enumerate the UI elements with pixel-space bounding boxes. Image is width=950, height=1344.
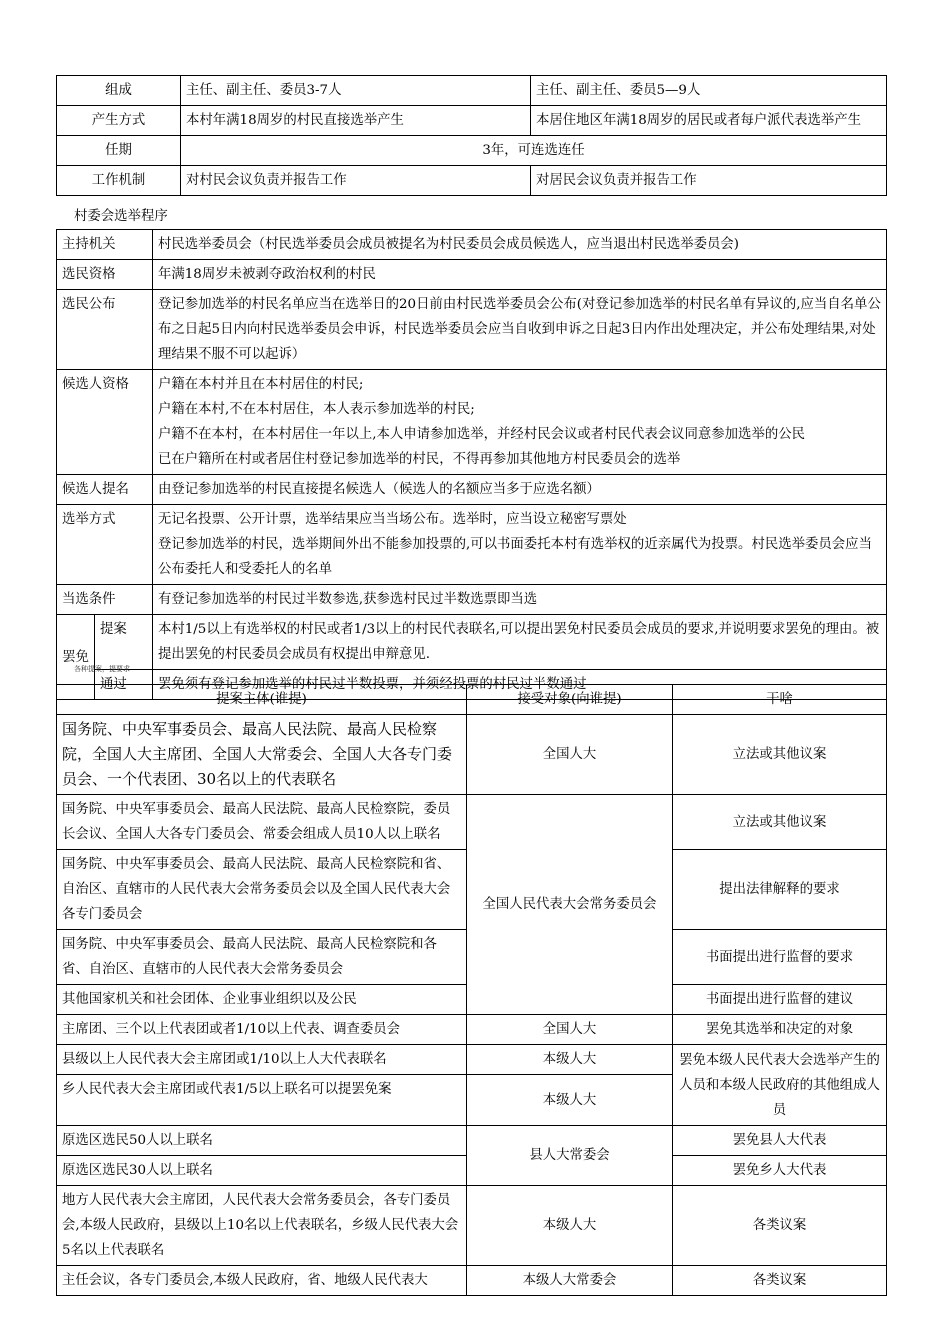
action-cell: 书面提出进行监督的建议 [673,985,887,1015]
table-row [57,1186,887,1266]
target-cell: 本级人大 [467,1186,673,1266]
row-value [153,370,887,475]
list-item: 户籍在本村并且在本村居住的村民; [158,377,364,392]
table-row [57,1126,887,1156]
row-value: 本村1/5以上有选举权的村民或者1/3以上的村民代表联名,可以提出罢免村民委员会成员的要求,并说明要求罢免的理由。被提出罢免的村民委员会成员有权提出申辩意见. [153,615,887,670]
row-label: 选民公布 [57,290,153,370]
row-label: 提案 [95,615,153,670]
subject-cell: 地方人民代表大会主席团，人民代表大会常务委员会，各专门委员会,本级人民政府，县级以上10名以上代表联名，乡级人民代表大会5名以上代表联名 [57,1186,467,1266]
target-cell: 全国人大 [467,715,673,795]
column-header: 提案主体(谁提) [57,685,467,715]
row-value: 由登记参加选举的村民直接提名候选人（候选人的名额应当多于应选名额） [153,475,887,505]
resident-cell: 主任、副主任、委员5—9人 [531,76,887,106]
row-value: 年满18周岁未被剥夺政治权利的村民 [153,260,887,290]
table-row [57,290,887,370]
action-cell: 立法或其他议案 [673,795,887,850]
list-item: 户籍不在本村，在本村居住一年以上,本人申请参加选举，并经村民会议或者村民代表会议同意参加选举的公民 [158,427,806,442]
action-cell: 书面提出进行监督的要求 [673,930,887,985]
subject-cell: 国务院、中央军事委员会、最高人民法院、最高人民检察院和省、自治区、直辖市的人民代表大会常务委员会以及全国人民代表大会各专门委员会 [57,850,467,930]
table-row [57,370,887,475]
target-cell: 全国人大 [467,1015,673,1045]
subject-cell: 原选区选民50人以上联名 [57,1126,467,1156]
committee-comparison-table [56,75,887,196]
subject-cell: 乡人民代表大会主席团或代表1/5以上联名可以提罢免案 [57,1075,467,1126]
village-cell: 主任、副主任、委员3-7人 [181,76,531,106]
row-label: 通过 [95,670,153,700]
subject-cell: 国务院、中央军事委员会、最高人民法院、最高人民检察院和各省、自治区、直辖市的人民代表大会常务委员会 [57,930,467,985]
target-cell: 本级人大 [467,1075,673,1126]
table-row [57,260,887,290]
target-cell: 县人大常委会 [467,1126,673,1186]
recall-label: 罢免 [57,615,95,700]
target-cell: 本级人大 [467,1045,673,1075]
table-row [57,76,887,106]
action-cell: 罢免本级人民代表大会选举产生的人员和本级人民政府的其他组成人员 [673,1045,887,1126]
subject-cell: 县级以上人民代表大会主席团或1/10以上人大代表联名 [57,1045,467,1075]
row-label: 工作机制 [57,166,181,196]
table-row [57,1045,887,1075]
subject-cell: 主席团、三个以上代表团或者1/10以上代表、调查委员会 [57,1015,467,1045]
subject-cell: 国务院、中央军事委员会、最高人民法院、最高人民检察院，委员长会议、全国人大各专门委员会、常委会组成人员10人以上联名 [57,795,467,850]
table-row [57,505,887,585]
election-procedure-table [56,229,887,700]
subject-cell: 国务院、中央军事委员会、最高人民法院、最高人民检察院，全国人大主席团、全国人大常委会、全国人大各专门委员会、一个代表团、30名以上的代表联名 [57,715,467,795]
table-row [57,166,887,196]
list-item: 已在户籍所在村或者居住村登记参加选举的村民，不得再参加其他地方村民委员会的选举 [158,452,681,467]
table-row [57,1015,887,1045]
proposals-table [56,684,887,1296]
row-label: 选举方式 [57,505,153,585]
row-value: 登记参加选举的村民名单应当在选举日的20日前由村民选举委员会公布(对登记参加选举的村民名单有异议的,应当自名单公布之日起5日内向村民选举委员会申诉，村民选举委员会应当自收到申诉之日起3日内作出处理决定，并公布处理结果,对处理结果不服不可以起诉） [153,290,887,370]
row-label: 选民资格 [57,260,153,290]
table-row [57,136,887,166]
action-cell: 罢免其选举和决定的对象 [673,1015,887,1045]
table-row [57,795,887,850]
term-cell: 3年，可连选连任 [181,136,887,166]
table-row [57,715,887,795]
table-row [57,585,887,615]
list-item: 登记参加选举的村民，选举期间外出不能参加投票的,可以书面委托本村有选举权的近亲属代为投票。村民选举委员会应当公布委托人和受委托人的名单 [158,537,872,577]
action-cell: 各类议案 [673,1186,887,1266]
target-cell: 全国人民代表大会常务委员会 [467,795,673,1015]
row-label: 候选人提名 [57,475,153,505]
table-row [57,106,887,136]
village-cell: 本村年满18周岁的村民直接选举产生 [181,106,531,136]
subject-cell: 其他国家机关和社会团体、企业事业组织以及公民 [57,985,467,1015]
row-value: 罢免须有登记参加选举的村民过半数投票，并须经投票的村民过半数通过 [153,670,887,700]
table-header-row [57,685,887,715]
row-value: 有登记参加选举的村民过半数参选,获参选村民过半数选票即当选 [153,585,887,615]
resident-cell: 本居住地区年满18周岁的居民或者每户派代表选举产生 [531,106,887,136]
action-cell: 罢免乡人大代表 [673,1156,887,1186]
row-label: 任期 [57,136,181,166]
action-cell: 罢免县人大代表 [673,1126,887,1156]
action-cell: 提出法律解释的要求 [673,850,887,930]
row-value [153,505,887,585]
row-label: 产生方式 [57,106,181,136]
target-cell: 本级人大常委会 [467,1266,673,1296]
row-value: 村民选举委员会（村民选举委员会成员被提名为村民委员会成员候选人，应当退出村民选举委员会) [153,230,887,260]
section-title: 村委会选举程序 [74,209,168,224]
row-label: 候选人资格 [57,370,153,475]
table-row [57,230,887,260]
section-title: 各种提案，提要求 [74,665,130,673]
action-cell: 各类议案 [673,1266,887,1296]
list-item: 无记名投票、公开计票，选举结果应当当场公布。选举时，应当设立秘密写票处 [158,512,627,527]
column-header: 接受对象(向谁提) [467,685,673,715]
village-cell: 对村民会议负责并报告工作 [181,166,531,196]
row-label: 当选条件 [57,585,153,615]
action-cell: 立法或其他议案 [673,715,887,795]
row-label: 主持机关 [57,230,153,260]
list-item: 户籍在本村,不在本村居住，本人表示参加选举的村民; [158,402,475,417]
table-row [57,615,887,670]
column-header: 干啥 [673,685,887,715]
table-row [57,475,887,505]
subject-cell: 主任会议，各专门委员会,本级人民政府，省、地级人民代表大 [57,1266,467,1296]
row-label: 组成 [57,76,181,106]
subject-cell: 原选区选民30人以上联名 [57,1156,467,1186]
resident-cell: 对居民会议负责并报告工作 [531,166,887,196]
table-row [57,1266,887,1296]
